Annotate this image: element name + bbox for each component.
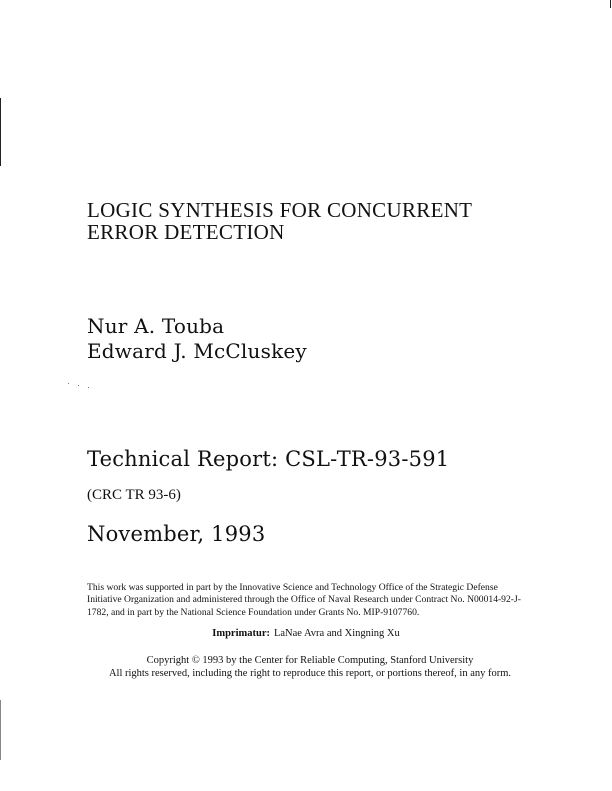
report-title-line-1: LOGIC SYNTHESIS FOR CONCURRENT [87, 198, 473, 222]
crc-report-number: (CRC TR 93-6) [87, 487, 181, 503]
report-date: November, 1993 [87, 522, 266, 546]
scan-speck [88, 387, 89, 388]
scan-edge-mark-right [610, 0, 611, 8]
scan-speck [78, 385, 79, 386]
technical-report-number: Technical Report: CSL-TR-93-591 [87, 447, 450, 471]
copyright-line-2: All rights reserved, including the right to reproduce this report, or portions thereof, in any form. [108, 667, 512, 679]
imprimatur-line [0, 627, 612, 640]
report-title [87, 199, 472, 243]
scan-edge-mark-left [0, 98, 1, 166]
report-title-line-2: ERROR DETECTION [87, 220, 285, 244]
scan-edge-mark-left-lower [0, 700, 1, 760]
imprimatur-label: Imprimatur: [212, 628, 270, 639]
funding-acknowledgement: This work was supported in part by the Innovative Science and Technology Office of the Strategic Defense Initiative Organization and administered through the Office of Naval Research under Contract No. N00014-92-J-1782, and in part by the National Science Foundation under Grants No. MIP-9107760. [87, 582, 521, 618]
copyright-notice [90, 655, 530, 680]
author-name: Nur A. Touba [87, 314, 225, 338]
author-name: Edward J. McCluskey [87, 339, 307, 363]
imprimatur-names: LaNae Avra and Xingning Xu [273, 628, 400, 639]
copyright-line-1: Copyright © 1993 by the Center for Reliable Computing, Stanford University [146, 655, 474, 666]
author-list [87, 314, 307, 364]
scan-speck [68, 383, 69, 384]
